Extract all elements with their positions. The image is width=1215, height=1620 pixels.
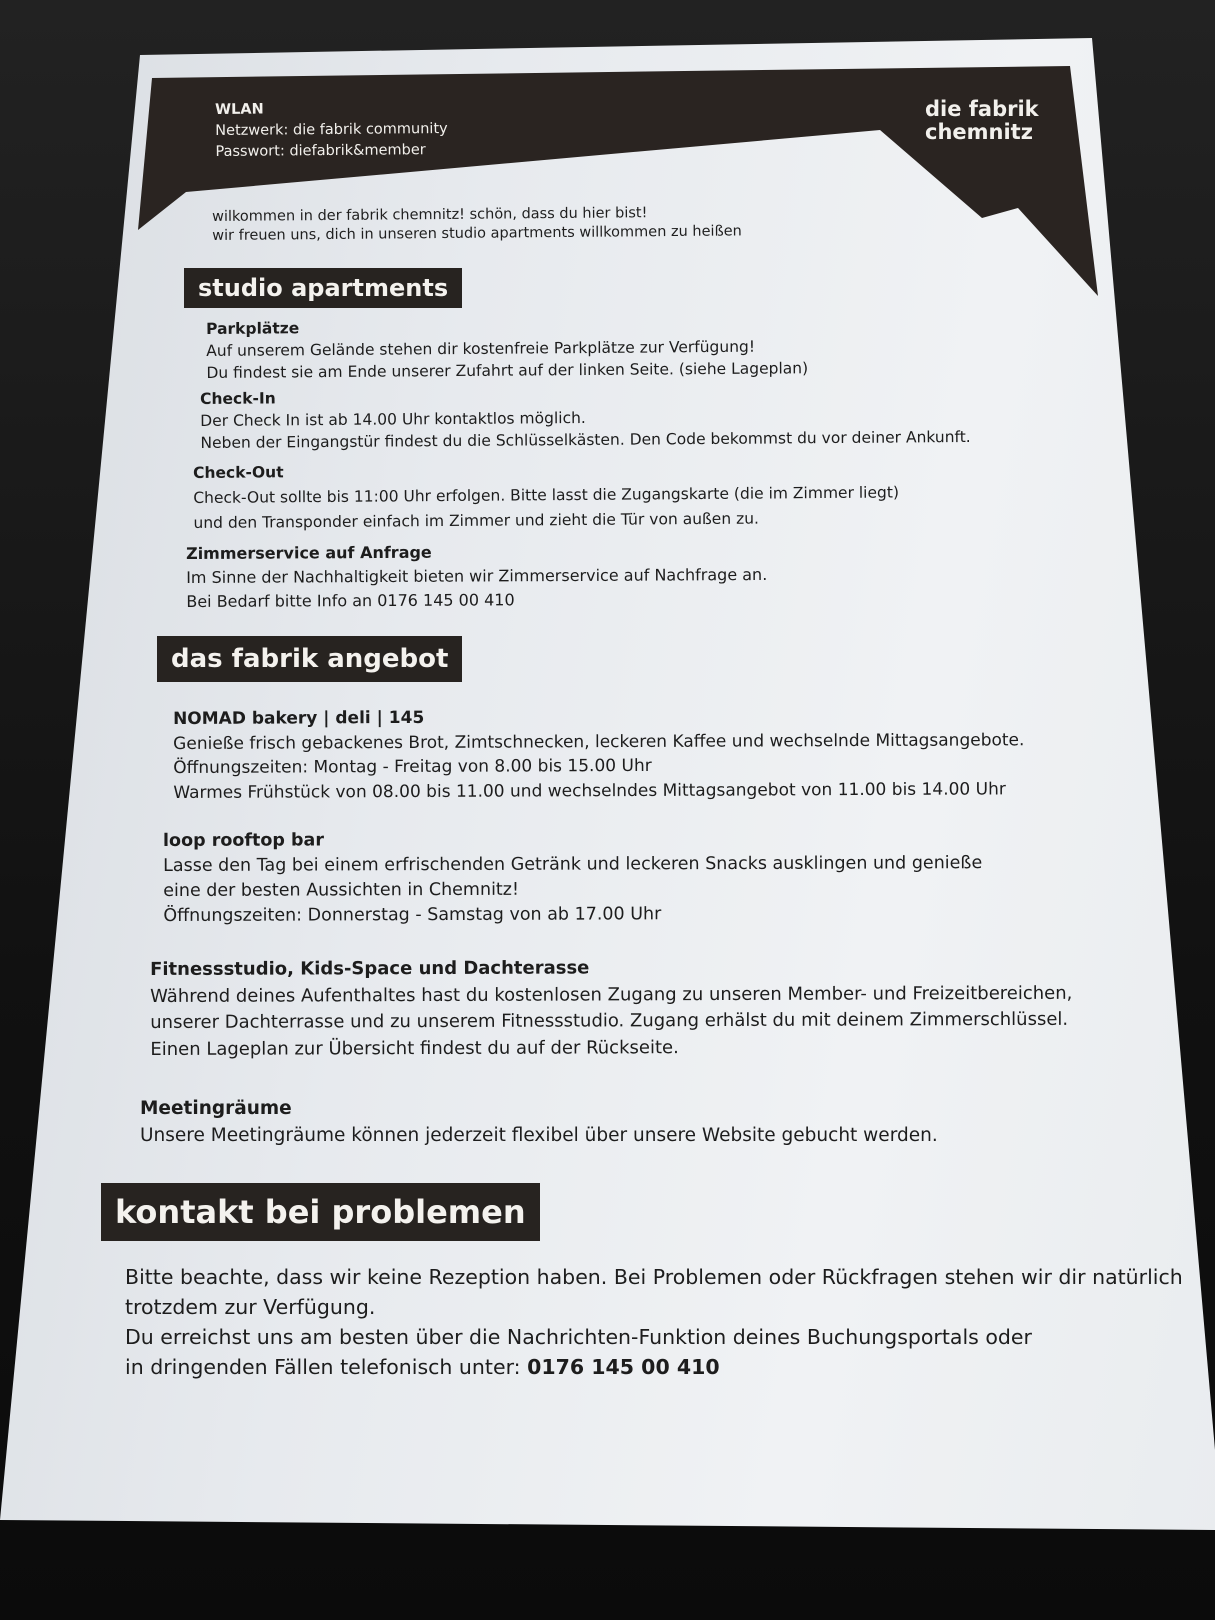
block-line: Öffnungszeiten: Montag - Freitag von 8.00 bis 15.00 Uhr [173,755,652,778]
block-line: Check-Out sollte bis 11:00 Uhr erfolgen. Bitte lasst die Zugangskarte (die im Zimmer liegt) [193,483,900,507]
welcome-line-2: wir freuen uns, dich in unseren studio apartments willkommen zu heißen [212,223,742,244]
block-line: Auf unserem Gelände stehen dir kostenfreie Parkplätze zur Verfügung! [206,337,756,360]
info-block-room-service [186,539,767,614]
wifi-network: Netzwerk: die fabrik community [215,120,448,139]
info-block-check-out [193,455,899,536]
section-heading-studio: studio apartments [184,268,462,308]
info-block-nomad-bakery [173,703,1025,805]
contact-line: trotzdem zur Verfügung. [125,1295,376,1319]
welcome-line-1: wilkommen in der fabrik chemnitz! schön, dass du hier bist! [212,205,648,225]
block-line: Lasse den Tag bei einem erfrischenden Getränk und leckeren Snacks ausklingen und genieße [163,853,983,876]
welcome-text [212,203,742,246]
contact-phone: 0176 145 00 410 [527,1355,720,1379]
block-line: Unsere Meetingräume können jederzeit flexibel über unsere Website gebucht werden. [140,1125,938,1146]
contact-text [125,1262,1183,1382]
section-heading-kontakt: kontakt bei problemen [101,1183,540,1241]
block-line: Du findest sie am Ende unserer Zufahrt auf der linken Seite. (siehe Lageplan) [206,359,809,382]
block-line: Bei Bedarf bitte Info an 0176 145 00 410 [186,590,515,611]
contact-prefix: in dringenden Fällen telefonisch unter: [125,1355,528,1379]
info-block-parking [206,313,808,384]
block-title: Fitnessstudio, Kids-Space und Dachterasse [150,957,590,980]
block-line: und den Transponder einfach im Zimmer und zieht die Tür von außen zu. [193,509,760,532]
block-title: Zimmerservice auf Anfrage [186,542,432,563]
info-block-fitness [150,954,1073,1063]
block-line: Genieße frisch gebackenes Brot, Zimtschnecken, leckeren Kaffee und wechselnde Mittagsangebote. [173,729,1025,754]
block-title: Check-In [200,389,276,408]
wifi-title: WLAN [215,101,264,118]
info-block-check-in [200,382,971,454]
block-line: Neben der Eingangstür findest du die Schlüsselkästen. Den Code bekommst du vor deiner Ankunft. [200,427,971,452]
block-line: Während deines Aufenthaltes hast du kostenlosen Zugang zu unseren Member- und Freizeitbereichen, [150,982,1073,1007]
block-title: Check-Out [193,463,284,482]
info-block-meeting-rooms [140,1095,938,1149]
wifi-password: Passwort: diefabrik&member [215,142,426,160]
block-title: Meetingräume [140,1098,292,1119]
contact-line: Bitte beachte, dass wir keine Rezeption haben. Bei Problemen oder Rückfragen stehen wir dir natürlich [125,1265,1183,1289]
block-line: Einen Lageplan zur Übersicht findest du auf der Rückseite. [150,1036,679,1060]
block-line: Im Sinne der Nachhaltigkeit bieten wir Zimmerservice auf Nachfrage an. [186,564,768,587]
info-block-rooftop-bar [163,826,982,929]
brand-line-2: chemnitz [925,120,1033,144]
block-line: eine der besten Aussichten in Chemnitz! [163,879,520,901]
wifi-info [215,98,448,163]
block-line: Der Check In ist ab 14.00 Uhr kontaktlos möglich. [200,408,586,430]
block-title: Parkplätze [206,319,300,338]
block-title: loop rooftop bar [163,830,325,851]
brand-line-1: die fabrik [925,97,1039,121]
contact-line-last [125,1352,1183,1382]
block-line: unserer Dachterrasse und zu unserem Fitnessstudio. Zugang erhälst du mit deinem Zimmerschlüssel. [150,1008,1069,1033]
block-line: Warmes Frühstück von 08.00 bis 11.00 und wechselndes Mittagsangebot von 11.00 bis 14.00 Uhr [173,778,1006,803]
block-line: Öffnungszeiten: Donnerstag - Samstag von ab 17.00 Uhr [163,904,662,926]
section-heading-angebot: das fabrik angebot [157,636,462,682]
brand-logo [925,98,1039,144]
contact-line: Du erreichst uns am besten über die Nachrichten-Funktion deines Buchungsportals oder [125,1325,1032,1349]
block-title: NOMAD bakery | deli | 145 [173,707,425,729]
